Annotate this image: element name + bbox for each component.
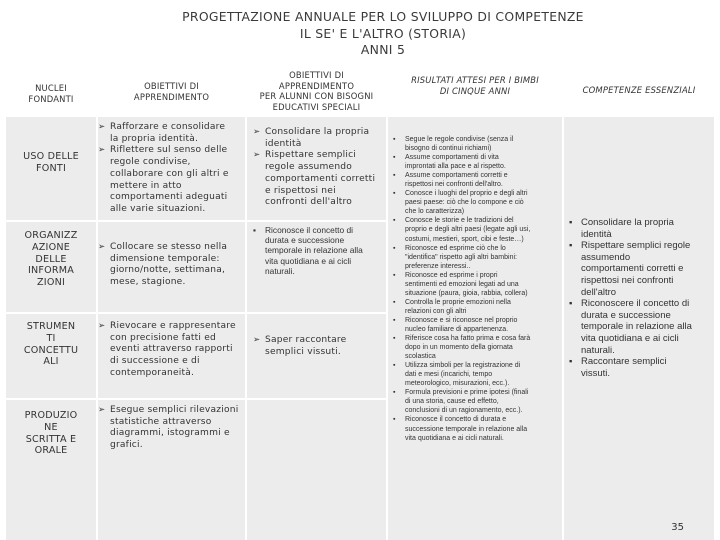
result-item: ▪ Riferisce cosa ha fatto prima e cosa farà dopo in un momento della giornata scolastica	[393, 335, 531, 361]
competence-item: ▪ Raccontare semplici vissuti.	[569, 356, 667, 379]
objectives-cell-4	[98, 400, 245, 540]
objectives-cell-1	[98, 117, 245, 220]
objectives-list-1	[98, 122, 239, 216]
bes-item: ▪ Riconosce il concetto di durata e successione temporale in relazione alla vita quotidiana e ai cicli naturali.	[253, 225, 363, 276]
bes-cell-1	[247, 117, 386, 220]
area-organizzazione-informazioni: ORGANIZZ AZIONE DELLE INFORMA ZIONI	[24, 230, 78, 289]
square-bullet-icon: ▪	[393, 298, 396, 306]
result-item: ▪ Riconosce il concetto di durata e successione temporale in relazione alla vita quotidiana e ai cicli naturali.	[393, 416, 528, 442]
header-risultati-cell	[388, 65, 562, 115]
square-bullet-icon: ▪	[569, 240, 573, 252]
objectives-list-4	[98, 405, 239, 452]
bes-list-3	[253, 335, 382, 358]
result-item: ▪ Controlla le proprie emozioni nella relazioni con gli altri	[393, 298, 511, 315]
arrow-bullet-icon: ➢	[98, 145, 106, 156]
square-bullet-icon: ▪	[393, 172, 396, 180]
header-obiettivi: OBIETTIVI DI APPRENDIMENTO	[133, 81, 210, 102]
square-bullet-icon: ▪	[569, 356, 573, 368]
objective-item: ➢ Rafforzare e consolidare la propria identità.	[98, 122, 226, 144]
page-number: 35	[671, 522, 684, 533]
result-item: ▪ Riconosce ed esprime i propri sentimenti ed emozioni legati ad una situazione (paura, gioia, rabbia, collera)	[393, 271, 528, 297]
objective-item: ➢ Rievocare e rappresentare con precisione fatti ed eventi attraverso rapporti di successione e di contemporaneità.	[98, 321, 236, 378]
square-bullet-icon: ▪	[393, 217, 396, 225]
competences-list	[569, 217, 711, 379]
square-bullet-icon: ▪	[569, 217, 573, 228]
bes-cell-3	[247, 314, 386, 398]
area-uso-fonti: USO DELLE FONTI	[23, 151, 79, 174]
results-list	[393, 135, 560, 443]
result-item: ▪ Segue le regole condivise (senza il bisogno di continui richiami)	[393, 136, 514, 153]
bes-list-2	[253, 225, 382, 276]
objectives-list-3	[98, 321, 239, 380]
square-bullet-icon: ▪	[393, 416, 396, 424]
result-item: ▪ Riconosce e si riconosce nel proprio nucleo familiare di appartenenza.	[393, 316, 518, 333]
square-bullet-icon: ▪	[393, 136, 396, 143]
page-title: PROGETTAZIONE ANNUALE PER LO SVILUPPO DI COMPETENZE IL SE' E L'ALTRO (STORIA) ANNI 5	[182, 9, 584, 57]
area-strumenti-concettuali: STRUMEN TI CONCETTU ALI	[23, 321, 79, 368]
header-competenze: COMPETENZE ESSENZIALI	[582, 85, 696, 95]
bes-cell-2	[247, 222, 386, 312]
objectives-cell-2	[98, 222, 245, 312]
objective-item: ➢ Esegue semplici rilevazioni statistiche attraverso diagrammi, istogrammi e grafici.	[98, 405, 239, 451]
objectives-list-2	[98, 242, 239, 289]
arrow-bullet-icon: ➢	[253, 127, 261, 137]
area-cell-2	[6, 222, 96, 312]
arrow-bullet-icon: ➢	[98, 405, 106, 415]
arrow-bullet-icon: ➢	[253, 150, 261, 161]
header-obiettivi-bes: OBIETTIVI DI APPRENDIMENTO PER ALUNNI CON BISOGNI EDUCATIVI SPECIALI	[259, 70, 374, 112]
square-bullet-icon: ▪	[253, 225, 256, 235]
result-item: ▪ Formula previsioni e prime ipotesi (finali di una storia, cause ed effetto, conclusioni di un ragionamento, ecc.).	[393, 389, 529, 415]
bes-list-1	[253, 127, 382, 209]
result-item: ▪ Conosce i luoghi del proprio e degli altri paesi paese: ciò che lo compone e ciò che lo caratterizza)	[393, 190, 528, 216]
header-nuclei: NUCLEI FONDANTI	[28, 83, 74, 104]
result-item: ▪ Assume comportamenti corretti e rispettosi nei confronti dell'altro.	[393, 172, 508, 189]
competences-cell	[564, 117, 714, 540]
square-bullet-icon: ▪	[393, 335, 396, 343]
header-nuclei-cell	[6, 65, 96, 115]
header-competenze-cell	[564, 65, 714, 115]
square-bullet-icon: ▪	[393, 244, 396, 252]
arrow-bullet-icon: ➢	[98, 321, 106, 331]
square-bullet-icon: ▪	[393, 271, 396, 279]
square-bullet-icon: ▪	[569, 298, 573, 310]
square-bullet-icon: ▪	[393, 362, 396, 370]
area-cell-3	[6, 314, 96, 398]
result-item: ▪ Assume comportamenti di vita improntati alla pace e al rispetto.	[393, 154, 506, 171]
header-risultati: RISULTATI ATTESI PER I BIMBI DI CINQUE ANNI	[411, 75, 539, 96]
square-bullet-icon: ▪	[393, 190, 396, 198]
header-obiettivi-bes-cell	[247, 65, 386, 115]
bes-item: ➢ Rispettare semplici regole assumendo comportamenti corretti e rispettosi nei confronti dell'altro	[253, 150, 376, 208]
area-produzione-scritta-orale: PRODUZIO NE SCRITTA E ORALE	[24, 410, 78, 457]
objective-item: ➢ Collocare se stesso nella dimensione temporale: giorno/notte, settimana, mese, stagione.	[98, 242, 228, 288]
competence-item: ▪ Consolidare la propria identità	[569, 217, 674, 240]
area-cell-1	[6, 117, 96, 220]
objective-item: ➢ Riflettere sul senso delle regole condivise, collaborare con gli altri e mettere in atto comportamenti adeguati alle varie situazioni.	[98, 145, 229, 214]
result-item: ▪ Conosce le storie e le tradizioni del proprio e degli altri paesi (legate agli usi, costumi, mestieri, sport, cibi e feste…)	[393, 217, 531, 243]
result-item: ▪ Utilizza simboli per la registrazione di dati e mesi (incarichi, tempo meteorologico, misurazioni, ecc.).	[393, 362, 521, 388]
results-cell	[388, 117, 562, 540]
bes-item: ➢ Saper raccontare semplici vissuti.	[253, 335, 347, 357]
competence-item: ▪ Rispettare semplici regole assumendo comportamenti corretti e rispettosi nei confronti dell'altro	[569, 240, 691, 298]
header-obiettivi-cell	[98, 65, 245, 115]
square-bullet-icon: ▪	[393, 154, 396, 162]
competence-table	[6, 65, 714, 540]
bes-item: ➢ Consolidare la propria identità	[253, 127, 370, 149]
bes-cell-4	[247, 400, 386, 540]
square-bullet-icon: ▪	[393, 389, 396, 397]
arrow-bullet-icon: ➢	[253, 335, 261, 345]
arrow-bullet-icon: ➢	[98, 242, 106, 252]
area-cell-4	[6, 400, 96, 540]
arrow-bullet-icon: ➢	[98, 122, 106, 132]
competence-item: ▪ Riconoscere il concetto di durata e successione temporale in relazione alla vita quotidiana e ai cicli naturali.	[569, 298, 692, 356]
square-bullet-icon: ▪	[393, 316, 396, 324]
objectives-cell-3	[98, 314, 245, 398]
result-item: ▪ Riconosce ed esprime ciò che lo "identifica" rispetto agli altri bambini: preferenze interessi..	[393, 244, 517, 270]
